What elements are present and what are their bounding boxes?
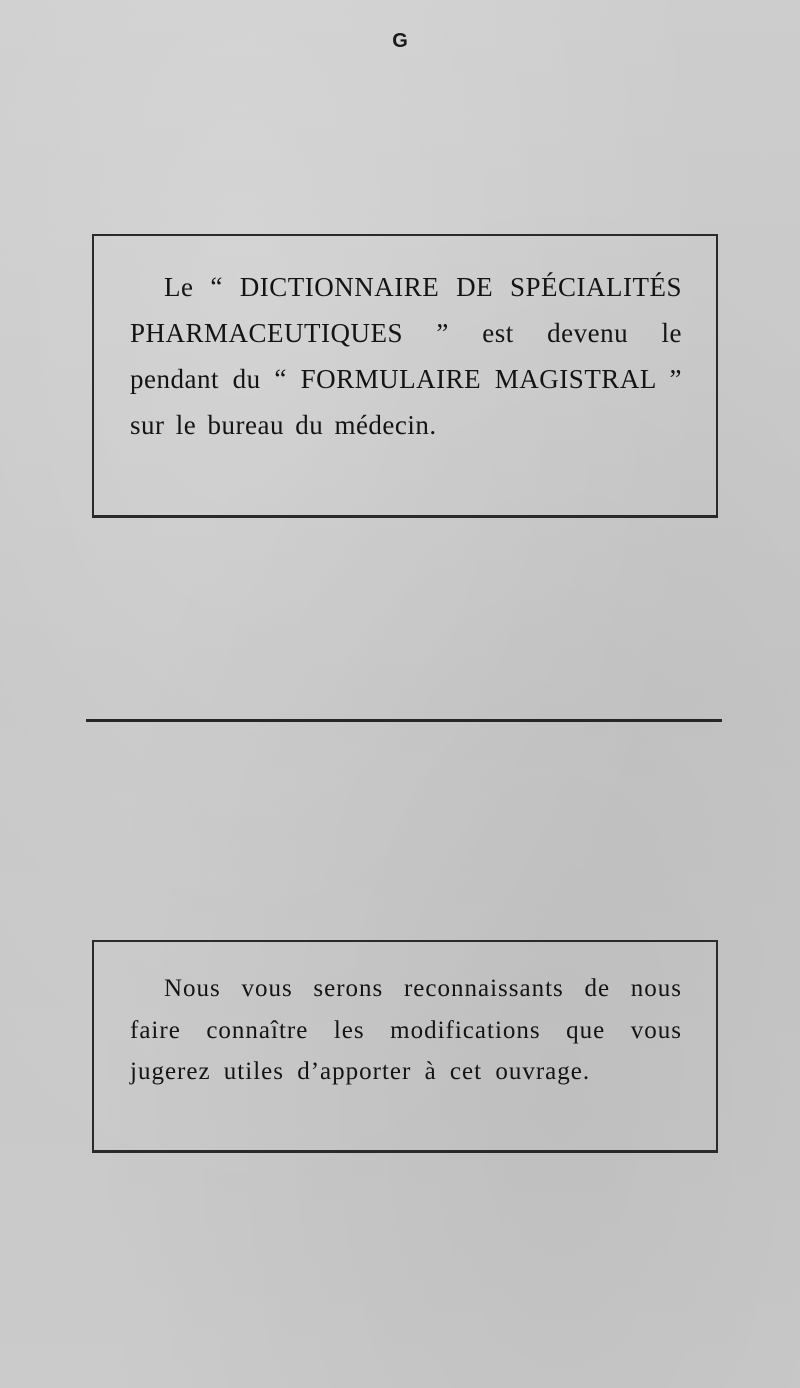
horizontal-divider	[86, 719, 722, 722]
dictionary-notice-text: Le “ DICTIONNAIRE DE SPÉCIALITÉS PHARMACEUTIQUES ” est devenu le pendant du “ FORMULAIRE MAGISTRAL ” sur le bureau du médecin.	[130, 272, 682, 440]
page-signature-mark: G	[392, 30, 408, 52]
feedback-notice-text: Nous vous serons reconnaissants de nous faire connaître les modifications que vous jugerez utiles d’apporter à cet ouvrage.	[130, 975, 682, 1085]
feedback-notice-box	[92, 940, 718, 1153]
dictionary-notice-box	[92, 234, 718, 518]
